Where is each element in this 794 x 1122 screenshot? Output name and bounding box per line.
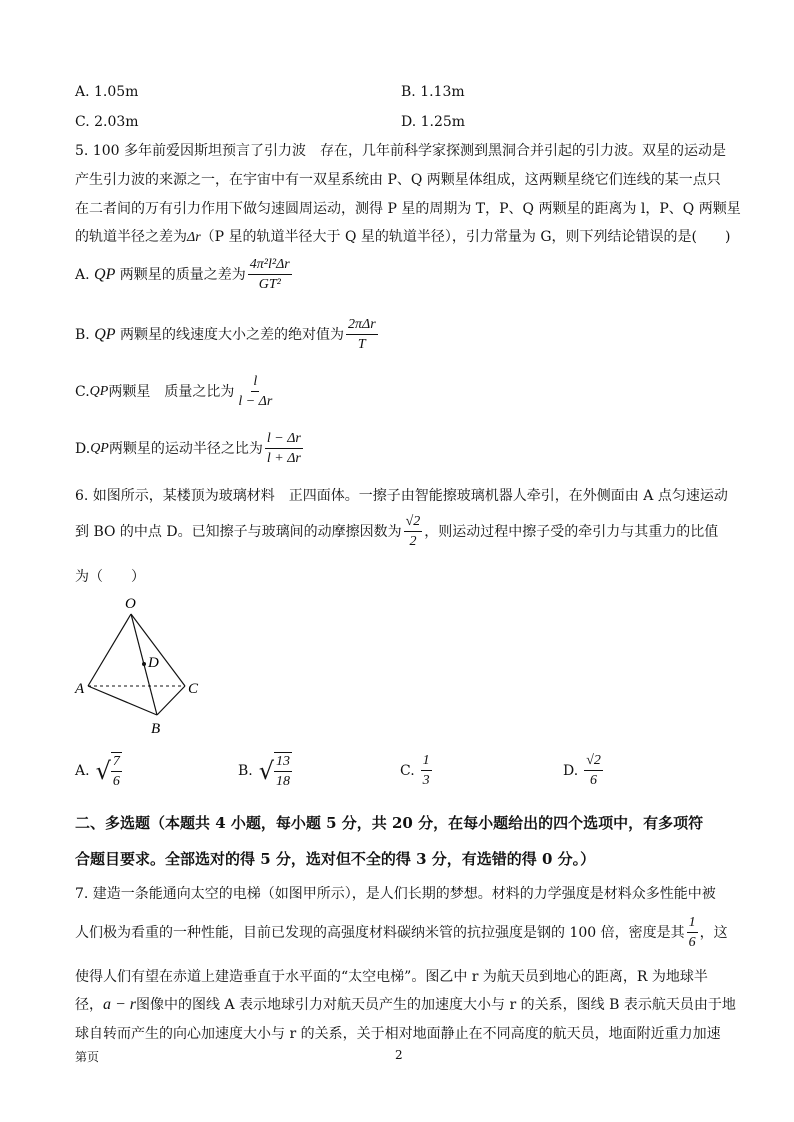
section2-heading-line2: 合题目要求。全部选对的得 5 分，选对但不全的得 3 分，有选错的得 0 分。） (75, 850, 596, 868)
q5-option-a (75, 256, 294, 293)
q5-option-a-denominator: GT² (258, 277, 281, 292)
q5-option-c-qp: QP (89, 383, 109, 399)
q5-option-a-text: 两颗星的质量之差为 (119, 266, 246, 283)
q7-stem-line2-b: ，这 (699, 924, 728, 941)
q5-option-b-fraction (346, 316, 378, 353)
q6-option-a-prefix: A. (75, 763, 90, 779)
q6-stem-line3: 为（ ） (75, 569, 145, 585)
q5-option-d-qp: QP (90, 440, 109, 456)
q6-option-d-denominator: 6 (590, 773, 598, 788)
edge-ab (88, 686, 157, 715)
q6-option-d-numerator: √2 (584, 752, 603, 771)
q5-stem-line1: 5. 100 多年前爱因斯坦预言了引力波 存在，几年前科学家探测到黑洞合并引起的引力波。双星的运动是 (75, 143, 726, 159)
q5-option-c (75, 373, 276, 410)
q6-option-d-fraction (584, 752, 603, 789)
q4-option-d: D. 1.25m (401, 114, 466, 130)
q6-option-d-prefix: D. (563, 762, 579, 779)
q6-option-c-prefix: C. (400, 762, 415, 779)
q5-option-c-text: 两颗星 质量之比为 (108, 383, 235, 400)
q5-stem-line4 (75, 227, 730, 248)
edge-oa (88, 614, 131, 686)
q7-density-numerator: 1 (687, 914, 698, 933)
section2-heading-line1: 二、多选题（本题共 4 小题，每小题 5 分，共 20 分，在每小题给出的四个选项中，有多项符 (75, 814, 704, 832)
q7-density-denominator: 6 (688, 935, 696, 950)
q4-option-a: A. 1.05m (75, 84, 139, 100)
q7-stem-line1: 7. 建造一条能通向太空的电梯（如图甲所示），是人们长期的梦想。材料的力学强度是材料众多性能中被 (75, 886, 716, 902)
q5-option-d (75, 430, 305, 467)
q7-stem-line2-a: 人们极为看重的一种性能，目前已发现的高强度材料碳纳米管的抗拉强度是钢的 100 倍，密度是其 (75, 924, 685, 941)
tetrahedron-figure (70, 592, 220, 742)
q7-stem-line4-a: 径， (75, 997, 103, 1013)
label-a: A (75, 681, 85, 697)
q5-option-d-prefix: D. (75, 440, 91, 457)
q4-option-b: B. 1.13m (401, 84, 465, 100)
q5-option-b-text: 两颗星的线速度大小之差的绝对值为 (119, 326, 344, 343)
point-d (142, 662, 146, 666)
q5-option-a-qp: QP (94, 265, 116, 283)
q7-stem-line5: 球自转而产生的向心加速度大小与 r 的关系，关于相对地面静止在不同高度的航天员，地面附近重力加速 (75, 1026, 721, 1042)
q6-option-c-fraction (421, 752, 432, 789)
q6-option-b-denominator: 18 (276, 774, 291, 789)
q6-option-d (563, 752, 605, 789)
q6-option-a-sqrt-icon: √ (95, 757, 111, 785)
label-c: C (188, 681, 199, 697)
q5-option-c-fraction (236, 373, 274, 410)
q7-stem-line4-b: 图像中的图线 A 表示地球引力对航天员产生的加速度大小与 r 的关系，图线 B 表示航天员由于地 (136, 997, 736, 1013)
q5-option-a-prefix: A. (75, 266, 90, 283)
q6-option-c-numerator: 1 (421, 752, 432, 771)
q7-stem-line4 (75, 995, 736, 1015)
q5-option-d-denominator: l + Δr (266, 451, 301, 466)
q6-option-c-denominator: 3 (422, 773, 430, 788)
q5-option-c-denominator: l − Δr (238, 394, 273, 409)
q6-option-b-prefix: B. (238, 763, 253, 779)
q6-option-a-fraction (111, 752, 122, 790)
q7-density-fraction (687, 914, 698, 951)
q6-option-b-sqrt-icon: √ (258, 757, 275, 785)
q5-option-d-fraction (265, 430, 303, 467)
q5-option-b-qp: QP (94, 325, 116, 343)
q5-stem-line4-a: 的轨道半径之差为 (75, 229, 187, 245)
q5-option-b (75, 316, 380, 353)
q6-stem-line2-a: 到 BO 的中点 D。已知擦子与玻璃间的动摩擦因数为 (75, 523, 402, 540)
q7-stem-line2 (75, 914, 728, 951)
q6-stem-line1: 6. 如图所示，某楼顶为玻璃材料 正四面体。一擦子由智能擦玻璃机器人牵引，在外侧面由 A 点匀速运动 (75, 488, 728, 504)
q5-delta-r: Δr (187, 230, 201, 245)
q5-option-c-numerator: l (251, 373, 259, 392)
q6-friction-denominator: 2 (409, 534, 417, 549)
q6-option-a (75, 752, 124, 790)
q6-option-b-fraction (274, 752, 292, 790)
q6-friction-fraction (404, 513, 423, 550)
q5-option-c-prefix: C. (75, 383, 90, 400)
q5-option-a-fraction (248, 256, 292, 293)
q6-option-b (238, 752, 294, 790)
q6-option-a-numerator: 7 (111, 753, 122, 772)
q5-stem-line2: 产生引力波的来源之一，在宇宙中有一双星系统由 P、Q 两颗星体组成，这两颗星绕它们连线的某一点只 (75, 172, 721, 188)
q5-option-b-numerator: 2πΔr (346, 316, 378, 335)
label-d: D (148, 655, 159, 671)
q6-stem-line2-b: ，则运动过程中擦子受的牵引力与其重力的比值 (424, 523, 719, 540)
q5-option-d-numerator: l − Δr (265, 430, 303, 449)
q6-option-a-denominator: 6 (112, 774, 120, 789)
label-o: O (125, 596, 136, 612)
q6-option-c (400, 752, 434, 789)
q5-option-b-prefix: B. (75, 326, 90, 343)
edge-oc (131, 614, 185, 686)
footer-page-number: 2 (395, 1048, 403, 1062)
q6-option-b-numerator: 13 (274, 753, 292, 772)
q5-option-d-text: 两颗星的运动半径之比为 (108, 440, 263, 457)
q6-stem-line2 (75, 513, 718, 550)
q5-stem-line3: 在二者间的万有引力作用下做匀速圆周运动，测得 P 星的周期为 T，P、Q 两颗星的距离为 l，P、Q 两颗星 (75, 201, 741, 217)
q6-friction-numerator: √2 (404, 513, 423, 532)
q5-option-a-numerator: 4π²l²Δr (248, 256, 292, 275)
q5-option-b-denominator: T (357, 337, 366, 352)
label-b: B (151, 721, 161, 737)
footer-page-label: 第页 (75, 1050, 100, 1064)
edge-cb (157, 686, 185, 715)
q5-stem-line4-b: （P 星的轨道半径大于 Q 星的轨道半径），引力常量为 G，则下列结论错误的是( ) (200, 229, 731, 245)
q7-a-r-label: a − r (103, 996, 137, 1013)
q4-option-c: C. 2.03m (75, 114, 139, 130)
q7-stem-line3: 使得人们有望在赤道上建造垂直于水平面的“太空电梯”。图乙中 r 为航天员到地心的距离，R 为地球半 (75, 969, 708, 985)
